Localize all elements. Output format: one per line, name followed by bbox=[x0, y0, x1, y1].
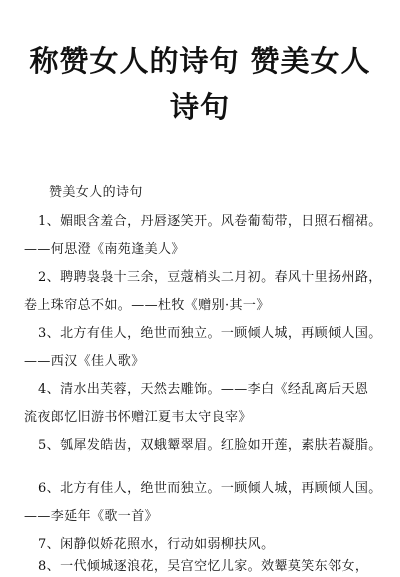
poem-line: 7、闲静似娇花照水，行动如弱柳扶风。 bbox=[38, 537, 275, 552]
poem-line: 卷上珠帘总不如。——杜牧《赠别·其一》 bbox=[24, 298, 270, 313]
poem-line: 2、聘聘袅袅十三余，豆蔻梢头二月初。春风十里扬州路， bbox=[38, 270, 382, 285]
poem-line: ——西汉《佳人歌》 bbox=[24, 354, 145, 369]
poem-line: 3、北方有佳人，绝世而独立。一顾倾人城，再顾倾人国。 bbox=[38, 326, 382, 341]
poem-line: 6、北方有佳人，绝世而独立。一顾倾人城，再顾倾人国。 bbox=[38, 481, 382, 496]
poem-line: 流夜郎忆旧游书怀赠江夏韦太守良宰》 bbox=[24, 410, 252, 425]
title-line-2: 诗句 bbox=[169, 90, 230, 124]
poem-line: 1、媚眼含羞合，丹唇逐笑开。风卷葡萄带，日照石榴裙。 bbox=[38, 214, 382, 229]
document-title bbox=[0, 38, 400, 130]
poem-line: ——何思澄《南苑逢美人》 bbox=[24, 242, 185, 257]
section-heading: 赞美女人的诗句 bbox=[49, 185, 143, 200]
poem-line: 8、一代倾城逐浪花，吴宫空忆儿家。效颦莫笑东邻女， bbox=[38, 559, 369, 574]
poem-line: 5、瓠犀发皓齿，双蛾颦翠眉。红脸如开莲，素肤若凝脂。 bbox=[38, 438, 382, 453]
poem-line: 4、清水出芙蓉，天然去雕饰。——李白《经乱离后天恩 bbox=[38, 382, 369, 397]
title-line-1: 称赞女人的诗句 赞美女人 bbox=[29, 44, 371, 78]
poem-line: ——李延年《歌一首》 bbox=[24, 509, 159, 524]
